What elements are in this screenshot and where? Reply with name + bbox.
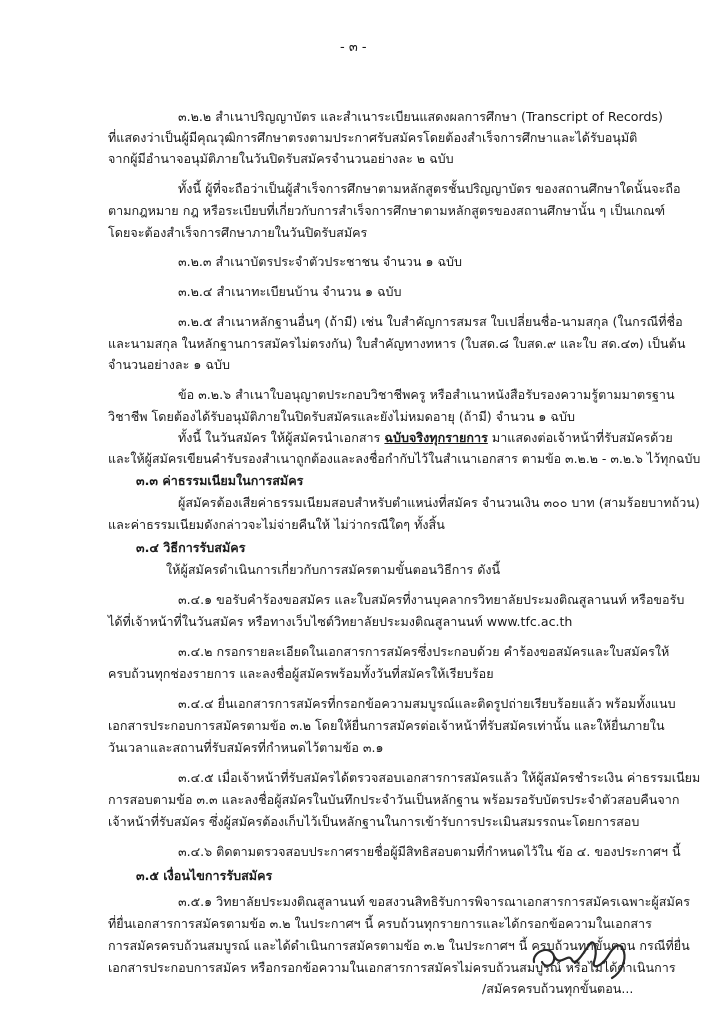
section-heading-fee: ๓.๓ ค่าธรรมเนียมในการสมัคร xyxy=(136,473,304,488)
body-line: ๓.๔.๒ กรอกรายละเอียดในเอกสารการสมัครซึ่งประกอบด้วย คำร้องขอสมัครและใบสมัครให้ xyxy=(178,644,670,659)
body-line: จำนวนอย่างละ ๑ ฉบับ xyxy=(108,357,230,372)
section-heading-application-method: ๓.๔ วิธีการรับสมัคร xyxy=(136,540,246,555)
body-line: การสมัครครบถ้วนสมบูรณ์ และได้ดำเนินการสมัครตามข้อ ๓.๒ ในประกาศฯ นี้ ครบถ้วนทุกขั้นตอน กรณีที่ยื่น xyxy=(108,938,690,953)
page-number: - ๓ - xyxy=(340,40,367,55)
body-line: วันเวลาและสถานที่รับสมัครที่กำหนดไว้ตามข้อ ๓.๑ xyxy=(108,740,384,755)
body-line: ๓.๔.๔ ยื่นเอกสารการสมัครที่กรอกข้อความสมบูรณ์และติดรูปถ่ายเรียบร้อยแล้ว พร้อมทั้งแนบ xyxy=(178,696,676,711)
body-line: ตามกฎหมาย กฎ หรือระเบียบที่เกี่ยวกับการสำเร็จการศึกษาตามหลักสูตรของสถานศึกษานั้น ๆ เป็นเกณฑ์ xyxy=(108,203,666,218)
section-heading-conditions: ๓.๕ เงื่อนไขการรับสมัคร xyxy=(136,868,273,883)
body-line: ๓.๔.๕ เมื่อเจ้าหน้าที่รับสมัครได้ตรวจสอบเอกสารการสมัครแล้ว ให้ผู้สมัครชำระเงิน ค่าธรรมเนียม xyxy=(178,770,701,785)
body-line: ๓.๔.๑ ขอรับคำร้องขอสมัคร และใบสมัครที่งานบุคลากรวิทยาลัยประมงติณสูลานนท์ หรือขอรับ xyxy=(178,592,685,607)
body-line: การสอบตามข้อ ๓.๓ และลงชื่อผู้สมัครในบันทึกประจำวันเป็นหลักฐาน พร้อมรอรับบัตรประจำตัวสอบคืนจาก xyxy=(108,792,680,807)
body-line: ๓.๒.๕ สำเนาหลักฐานอื่นๆ (ถ้ามี) เช่น ใบสำคัญการสมรส ใบเปลี่ยนชื่อ-นามสกุล (ในกรณีที่ชื่อ xyxy=(178,314,683,329)
body-line xyxy=(178,430,673,446)
body-line: โดยจะต้องสำเร็จการศึกษาภายในวันปิดรับสมัคร xyxy=(108,225,368,240)
body-line: เจ้าหน้าที่รับสมัคร ซึ่งผู้สมัครต้องเก็บไว้เป็นหลักฐานในการเข้ารับการประเมินสมรรถนะโดยการสอบ xyxy=(108,814,640,829)
body-line: ได้ที่เจ้าหน้าที่ในวันสมัคร หรือทางเว็บไซต์วิทยาลัยประมงติณสูลานนท์ www.tfc.ac.th xyxy=(108,614,573,629)
body-line: ครบถ้วนทุกช่องรายการ และลงชื่อผู้สมัครพร้อมทั้งวันที่สมัครให้เรียบร้อย xyxy=(108,666,494,681)
body-line: วิชาชีพ โดยต้องได้รับอนุมัติภายในปิดรับสมัครและยังไม่หมดอายุ (ถ้ามี) จำนวน ๑ ฉบับ xyxy=(108,409,575,424)
body-line: ข้อ ๓.๒.๖ สำเนาใบอนุญาตประกอบวิชาชีพครู หรือสำเนาหนังสือรับรองความรู้ตามมาตรฐาน xyxy=(178,387,675,402)
body-line: ที่แสดงว่าเป็นผู้มีคุณวุฒิการศึกษาตรงตามประกาศรับสมัครโดยต้องสำเร็จการศึกษาและได้รับอนุมัติ xyxy=(108,130,638,145)
body-line: ๓.๕.๑ วิทยาลัยประมงติณสูลานนท์ ขอสงวนสิทธิรับการพิจารณาเอกสารการสมัครเฉพาะผู้สมัคร xyxy=(178,894,690,909)
continuation-note: /สมัครครบถ้วนทุกขั้นตอน... xyxy=(482,981,634,996)
body-line: เอกสารประกอบการสมัคร หรือกรอกข้อความในเอกสารการสมัครไม่ครบถ้วนสมบูรณ์ หรือไม่ได้ดำเนินการ xyxy=(108,960,676,975)
body-line: ที่ยื่นเอกสารการสมัครตามข้อ ๓.๒ ในประกาศฯ นี้ ครบถ้วนทุกรายการและได้กรอกข้อความในเอกสาร xyxy=(108,916,652,931)
body-line: ๓.๔.๖ ติดตามตรวจสอบประกาศรายชื่อผู้มีสิทธิสอบตามที่กำหนดไว้ใน ข้อ ๔. ของประกาศฯ นี้ xyxy=(178,844,681,859)
body-line: และให้ผู้สมัครเขียนคำรับรองสำเนาถูกต้องและลงชื่อกำกับไว้ในสำเนาเอกสาร ตามข้อ ๓.๒.๒ - ๓.๒.๖ ไว้ทุกฉบับ xyxy=(108,451,701,466)
body-line: ๓.๒.๔ สำเนาทะเบียนบ้าน จำนวน ๑ ฉบับ xyxy=(178,284,402,299)
body-line: ทั้งนี้ ผู้ที่จะถือว่าเป็นผู้สำเร็จการศึกษาตามหลักสูตรชั้นปริญญาบัตร ของสถานศึกษาใดนั้นจะถือ xyxy=(178,181,681,196)
body-line: ให้ผู้สมัครดำเนินการเกี่ยวกับการสมัครตามขั้นตอนวิธีการ ดังนี้ xyxy=(166,562,501,577)
body-line: ๓.๒.๒ สำเนาปริญญาบัตร และสำเนาระเบียนแสดงผลการศึกษา (Transcript of Records) xyxy=(178,109,663,124)
body-line: ผู้สมัครต้องเสียค่าธรรมเนียมสอบสำหรับตำแหน่งที่สมัคร จำนวนเงิน ๓๐๐ บาท (สามร้อยบาทถ้วน) xyxy=(178,495,700,510)
emphasis-original-documents: ฉบับจริงทุกรายการ xyxy=(384,430,488,445)
body-line: เอกสารประกอบการสมัครตามข้อ ๓.๒ โดยให้ยื่นการสมัครต่อเจ้าหน้าที่รับสมัครเท่านั้น และให้ยื่นภายใน xyxy=(108,718,665,733)
body-line-end: มาแสดงต่อเจ้าหน้าที่รับสมัครด้วย xyxy=(491,430,673,445)
body-line: จากผู้มีอำนาจอนุมัติภายในวันปิดรับสมัครจำนวนอย่างละ ๒ ฉบับ xyxy=(108,151,454,166)
body-line: และนามสกุล ในหลักฐานการสมัครไม่ตรงกัน) ใบสำคัญทางทหาร (ใบสด.๘ ใบสด.๙ และใบ สด.๔๓) เป็นต้น xyxy=(108,336,686,351)
body-line: และค่าธรรมเนียมดังกล่าวจะไม่จ่ายคืนให้ ไม่ว่ากรณีใดๆ ทั้งสิ้น xyxy=(108,517,445,532)
handwritten-signature xyxy=(528,922,638,992)
body-line: ๓.๒.๓ สำเนาบัตรประจำตัวประชาชน จำนวน ๑ ฉบับ xyxy=(178,254,463,269)
body-line-start: ทั้งนี้ ในวันสมัคร ให้ผู้สมัครนำเอกสาร xyxy=(178,430,381,445)
